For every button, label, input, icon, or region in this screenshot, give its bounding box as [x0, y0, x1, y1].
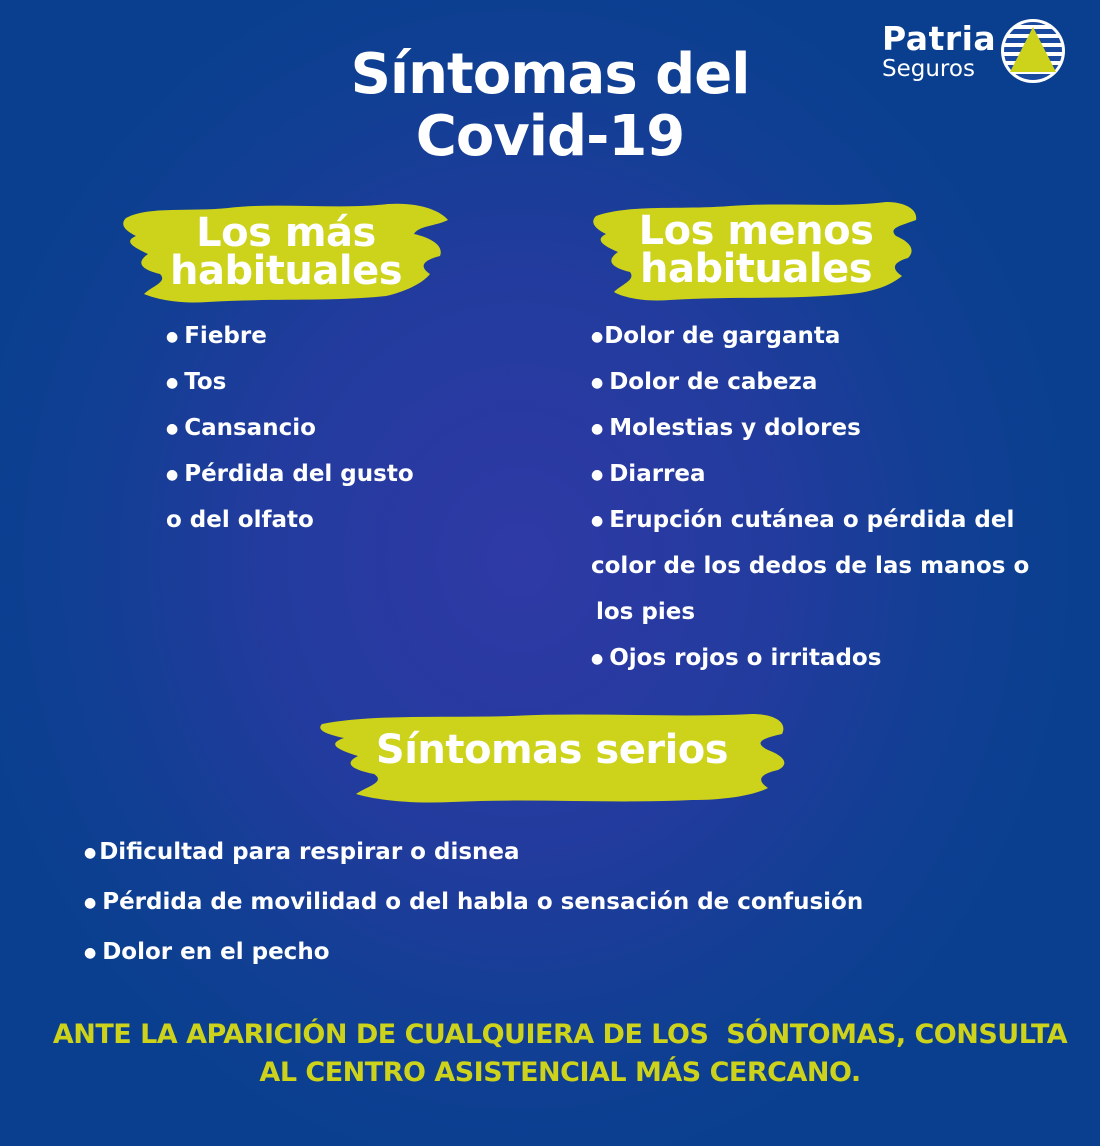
- bullet-icon: ●: [591, 467, 604, 483]
- list-item: [84, 886, 863, 936]
- list-item-text: Dolor de garganta: [604, 323, 841, 349]
- list-item-text: Molestias y dolores: [609, 415, 861, 441]
- bullet-icon: ●: [84, 845, 97, 861]
- list-item: [591, 412, 1029, 458]
- bullet-icon: ●: [84, 895, 97, 911]
- list-item: [84, 836, 863, 886]
- list-item-text: Dolor en el pecho: [102, 939, 330, 965]
- list-item: [166, 458, 414, 504]
- call-to-action: [30, 1016, 1090, 1092]
- title-line-1: Síntomas del: [350, 42, 750, 107]
- logo-name: Patria: [882, 19, 997, 58]
- list-item-continuation: [591, 550, 1029, 596]
- list-item-text: color de los dedos de las manos o: [591, 553, 1030, 579]
- less-common-heading: [590, 196, 922, 304]
- bullet-icon: ●: [591, 421, 604, 437]
- brand-logo: [882, 14, 1072, 94]
- bullet-icon: ●: [591, 329, 604, 345]
- title-line-2: Covid-19: [415, 104, 685, 169]
- list-item: [166, 320, 414, 366]
- list-item-text: Cansancio: [184, 415, 316, 441]
- list-item-text: los pies: [596, 599, 696, 625]
- bullet-icon: ●: [591, 375, 604, 391]
- list-item-text: Ojos rojos o irritados: [609, 645, 882, 671]
- bullet-icon: ●: [166, 467, 179, 483]
- list-item: [591, 320, 1029, 366]
- serious-heading-text: Síntomas serios: [375, 727, 729, 773]
- common-symptoms-list: [166, 320, 414, 550]
- common-heading-text: [118, 210, 454, 294]
- list-item: [591, 458, 1029, 504]
- bullet-icon: ●: [166, 329, 179, 345]
- list-item: [166, 412, 414, 458]
- list-item-text: Pérdida del gusto: [184, 461, 414, 487]
- list-item-continuation: [591, 596, 1029, 642]
- list-item: [84, 936, 863, 986]
- logo-sub: Seguros: [882, 56, 975, 82]
- bullet-icon: ●: [591, 651, 604, 667]
- less-common-symptoms-list: [591, 320, 1029, 688]
- cta-line-2: AL CENTRO ASISTENCIAL MÁS CERCANO.: [259, 1057, 861, 1088]
- serious-heading: [312, 708, 792, 804]
- less-common-heading-line-1: Los menos: [638, 208, 874, 254]
- logo-wordmark: [882, 19, 997, 82]
- triangle-globe-icon: [998, 14, 1068, 88]
- less-common-heading-text: [590, 208, 922, 292]
- list-item-text: Diarrea: [609, 461, 706, 487]
- list-item-text: Dificultad para respirar o disnea: [99, 839, 520, 865]
- list-item-text: Pérdida de movilidad o del habla o sensación de confusión: [102, 889, 864, 915]
- list-item: [591, 642, 1029, 688]
- list-item-text: Erupción cutánea o pérdida del: [609, 507, 1015, 533]
- list-item-text: Dolor de cabeza: [609, 369, 818, 395]
- list-item-text: Fiebre: [184, 323, 267, 349]
- list-item-continuation: [166, 504, 414, 550]
- common-heading-line-1: Los más: [196, 210, 376, 256]
- bullet-icon: ●: [166, 375, 179, 391]
- bullet-icon: ●: [84, 945, 97, 961]
- cta-line-1: ANTE LA APARICIÓN DE CUALQUIERA DE LOS SÓNTOMAS, CONSULTA: [52, 1019, 1068, 1050]
- common-heading-line-2: habituales: [169, 248, 403, 294]
- list-item: [591, 366, 1029, 412]
- common-heading: [118, 196, 454, 308]
- serious-symptoms-list: [84, 836, 863, 986]
- bullet-icon: ●: [166, 421, 179, 437]
- list-item: [591, 504, 1029, 550]
- list-item-text: o del olfato: [166, 507, 314, 533]
- bullet-icon: ●: [591, 513, 604, 529]
- less-common-heading-line-2: habituales: [639, 246, 873, 292]
- page-title: [250, 44, 850, 168]
- list-item-text: Tos: [184, 369, 227, 395]
- list-item: [166, 366, 414, 412]
